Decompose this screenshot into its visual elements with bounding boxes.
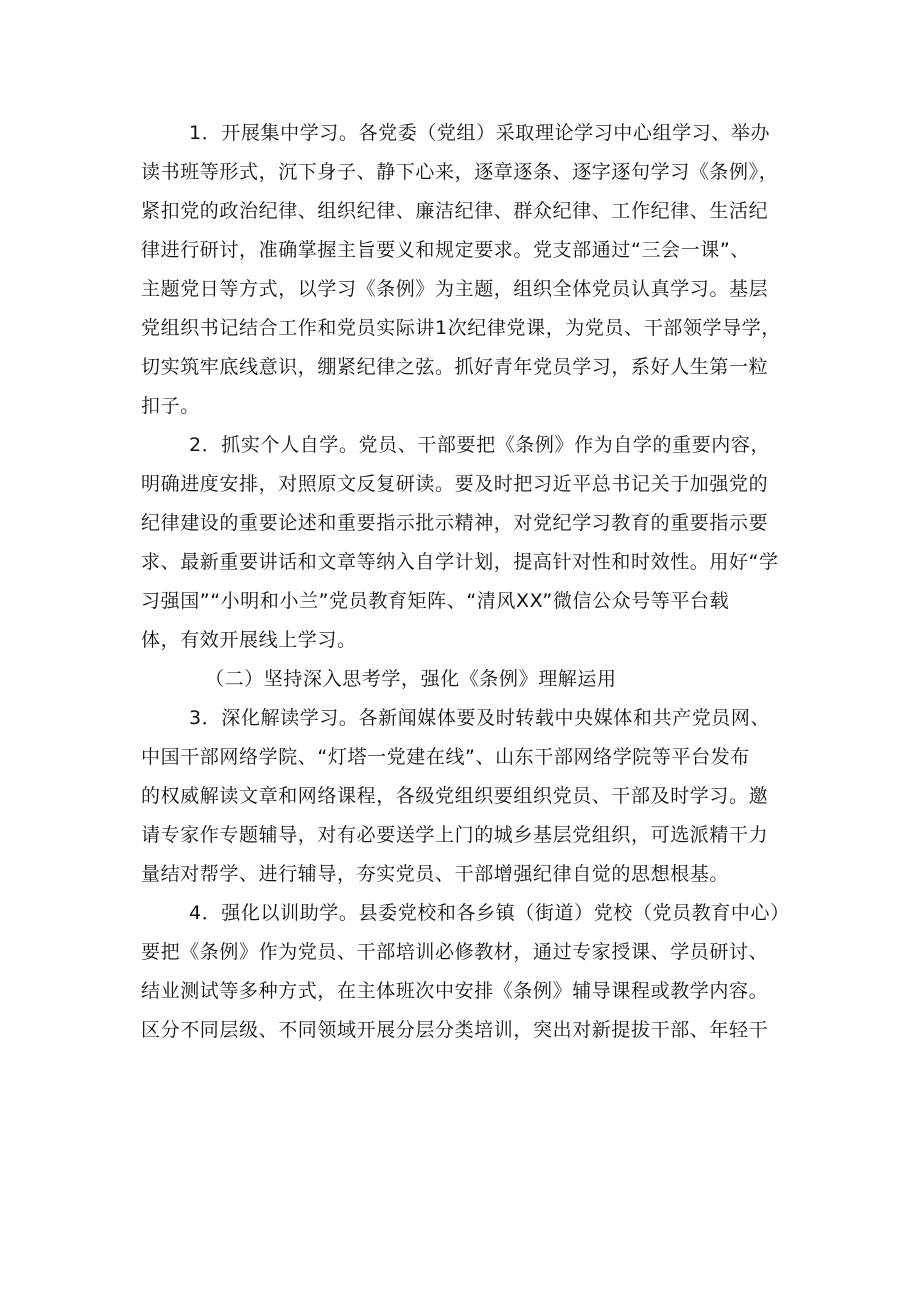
paragraph-line: 紧扣党的政治纪律、组织纪律、廉洁纪律、群众纪律、工作纪律、生活纪 bbox=[141, 200, 769, 222]
paragraph-line: 中国干部网络学院、“灯塔一党建在线”、山东干部网络学院等平台发布 bbox=[141, 746, 750, 768]
paragraph-line: 请专家作专题辅导，对有必要送学上门的城乡基层党组织，可选派精干力 bbox=[141, 824, 769, 846]
document-body bbox=[141, 114, 791, 1050]
paragraph-line: 4．强化以训助学。县委党校和各乡镇（街道）党校（党员教育中心） bbox=[189, 902, 790, 924]
paragraph-line: 明确进度安排，对照原文反复研读。要及时把习近平总书记关于加强党的 bbox=[141, 473, 769, 495]
section-heading bbox=[141, 660, 791, 699]
paragraph-line: 体，有效开展线上学习。 bbox=[141, 629, 357, 651]
paragraph-line: 纪律建设的重要论述和重要指示批示精神，对党纪学习教育的重要指示要 bbox=[141, 512, 769, 534]
paragraph-line: 1．开展集中学习。各党委（党组）采取理论学习中心组学习、举办 bbox=[189, 122, 771, 144]
paragraph-line: 党组织书记结合工作和党员实际讲1次纪律党课，为党员、干部领学导学， bbox=[141, 317, 781, 339]
paragraph-line: 律进行研讨，准确掌握主旨要义和规定要求。党支部通过“三会一课”、 bbox=[141, 239, 750, 261]
paragraph-line: 结业测试等多种方式，在主体班次中安排《条例》辅导课程或教学内容。 bbox=[141, 980, 769, 1002]
paragraph-line: 扣子。 bbox=[141, 395, 200, 417]
paragraph-line: 的权威解读文章和网络课程，各级党组织要组织党员、干部及时学习。邀 bbox=[141, 785, 769, 807]
section-heading-text: （二）坚持深入思考学，强化《条例》理解运用 bbox=[205, 668, 617, 690]
paragraph-line: 3．深化解读学习。各新闻媒体要及时转载中央媒体和共产党员网、 bbox=[189, 707, 771, 729]
paragraph-line: 量结对帮学、进行辅导，夯实党员、干部增强纪律自觉的思想根基。 bbox=[141, 863, 730, 885]
paragraph-line: 要把《条例》作为党员、干部培训必修教材，通过专家授课、学员研讨、 bbox=[141, 941, 769, 963]
paragraph-line: 区分不同层级、不同领域开展分层分类培训，突出对新提拔干部、年轻干 bbox=[141, 1019, 769, 1041]
paragraph-line: 习强国”“小明和小兰”党员教育矩阵、“清风XX”微信公众号等平台载 bbox=[141, 590, 730, 612]
paragraph-2 bbox=[141, 426, 791, 660]
paragraph-line: 读书班等形式，沉下身子、静下心来，逐章逐条、逐字逐句学习《条例》， bbox=[141, 161, 779, 183]
paragraph-3 bbox=[141, 699, 791, 894]
paragraph-1 bbox=[141, 114, 791, 426]
paragraph-line: 求、最新重要讲话和文章等纳入自学计划，提高针对性和时效性。用好“学 bbox=[141, 551, 779, 573]
paragraph-4 bbox=[141, 894, 791, 1050]
paragraph-line: 切实筑牢底线意识，绷紧纪律之弦。抓好青年党员学习，系好人生第一粒 bbox=[141, 356, 769, 378]
paragraph-line: 2．抓实个人自学。党员、干部要把《条例》作为自学的重要内容， bbox=[189, 434, 771, 456]
paragraph-line: 主题党日等方式，以学习《条例》为主题，组织全体党员认真学习。基层 bbox=[141, 278, 769, 300]
